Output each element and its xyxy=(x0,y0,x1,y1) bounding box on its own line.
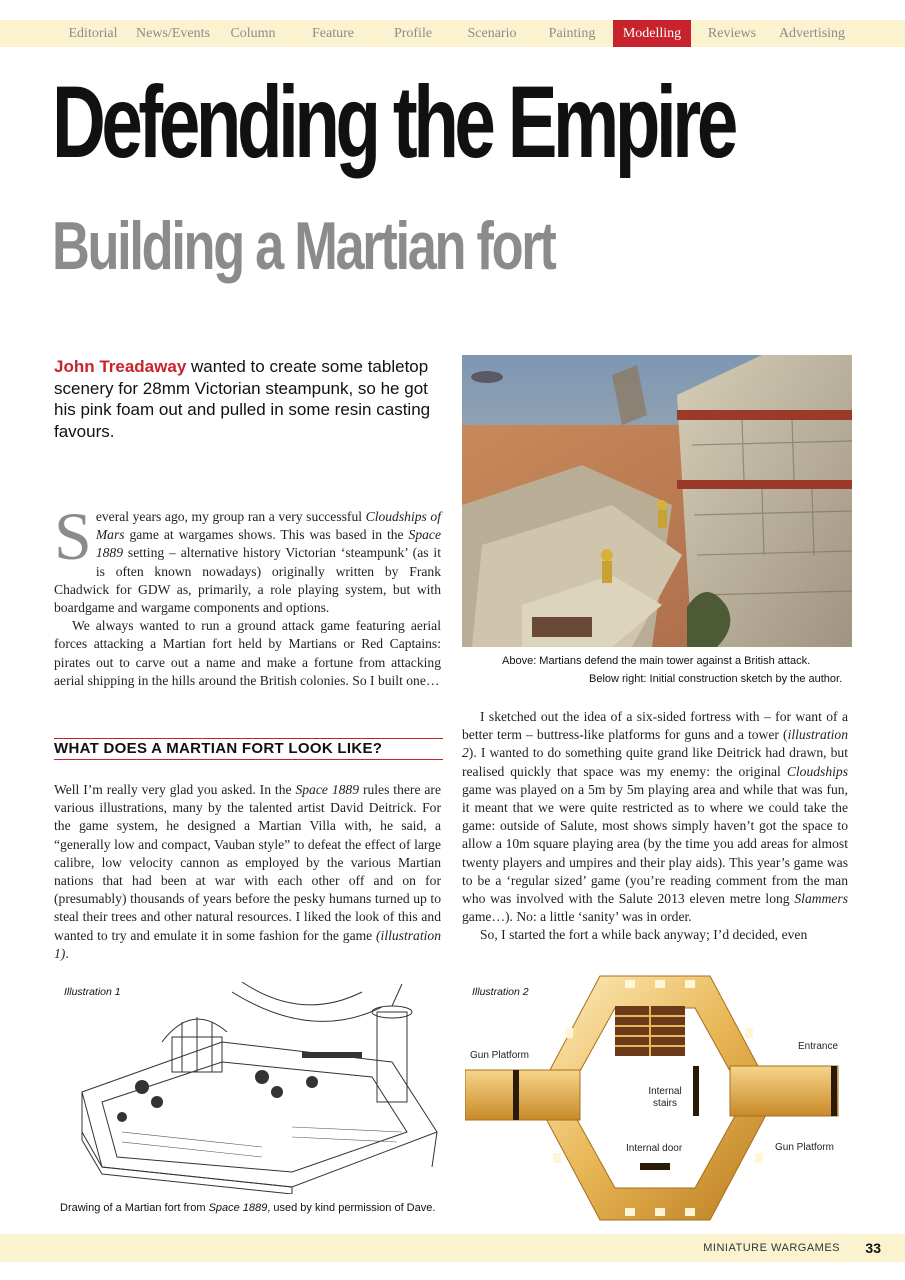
text-run: game at wargames shows. This was based in the xyxy=(124,527,409,543)
text-run: rules there are various illustrations, many by the talented artist David Deitrick. For the game system, he designed a Martian Villa with, he said, a “generally low and compact, Vauban style” to defeat the effect of large calibre, low velocity cannon as employed by the various Martian nations that had been at war with each other off and on for (presumably) thousands of years before the pesky humans turned up to steal their trees and other natural resources. I liked the look of this and wanted to try and emulate it in some fashion for the game xyxy=(54,782,441,943)
drop-cap: S xyxy=(54,498,92,574)
text-run: game…). No: a little ‘sanity’ was in order. xyxy=(462,909,692,925)
paragraph-4 xyxy=(462,708,848,926)
plan-label-gun-platform-left: Gun Platform xyxy=(470,1050,529,1061)
paragraph-2: We always wanted to run a ground attack game featuring aerial forces attacking a Martian fort held by Martians or Red Captains: pirates out to carve out a name and make a fortune from attacking aerial shipping in the hills around the British colonies. So I built one… xyxy=(54,618,441,688)
fort-photo-image xyxy=(462,355,852,647)
plan-label-internal-door: Internal door xyxy=(626,1143,683,1154)
text-run-italic: (illustration 1) xyxy=(54,927,441,961)
text-run: , used by kind permission of Dave. xyxy=(267,1202,436,1214)
illustration-1-label: Illustration 1 xyxy=(64,986,121,998)
paragraph-1 xyxy=(54,498,441,617)
illustration-1-caption xyxy=(60,1202,435,1214)
text-run-italic: Space 1889 xyxy=(95,527,441,561)
page-footer xyxy=(0,1234,905,1262)
plan-label-entrance: Entrance xyxy=(798,1041,839,1052)
illustration-1-sketch xyxy=(62,982,442,1194)
intro-author: John Treadaway xyxy=(54,357,187,376)
text-run-italic: Space 1889 xyxy=(295,782,360,797)
text-run-italic: Slammers xyxy=(794,891,848,907)
nav-item-feature[interactable]: Feature xyxy=(312,26,354,41)
illustration-2-plan xyxy=(465,968,855,1228)
nav-item-painting[interactable]: Painting xyxy=(548,26,596,41)
intro-text: wanted to create some tabletop scenery for 28mm Victorian steampunk, so he got his pink foam out and pulled in some resin casting favours. xyxy=(54,357,431,441)
plan-label-internal-stairs: Internal stairs xyxy=(648,1086,682,1109)
nav-item-profile[interactable]: Profile xyxy=(393,26,433,41)
text-run: Drawing of a Martian fort from xyxy=(60,1202,209,1214)
text-run-italic: illustration 2 xyxy=(462,727,848,761)
fort-photo xyxy=(462,355,852,647)
text-run: ). I wanted to do something quite grand like Deitrick had drawn, but realised quickly that space was my enemy: the original xyxy=(462,745,848,779)
illustration-2-label: Illustration 2 xyxy=(472,986,529,998)
nav-item-scenario[interactable]: Scenario xyxy=(467,26,517,41)
nav-item-news-events[interactable]: News/Events xyxy=(136,26,210,41)
text-run-italic: Space 1889 xyxy=(208,1202,268,1214)
nav-item-modelling[interactable]: Modelling xyxy=(613,20,691,47)
text-run: I sketched out the idea of a six-sided fortress with – for want of a better term – buttress-like platforms for guns and a tower ( xyxy=(462,709,848,743)
photo-caption-below: Below right: Initial construction sketch by the author. xyxy=(589,673,843,685)
intro-standfirst xyxy=(54,356,449,442)
martian-fort-drawing xyxy=(62,982,442,1194)
section-nav xyxy=(0,20,905,47)
text-run-italic: Cloudships of Mars xyxy=(95,509,441,543)
body-column-left-bottom xyxy=(54,781,441,963)
page-title: Defending the Empire xyxy=(52,65,734,179)
photo-caption-above: Above: Martians defend the main tower against a British attack. xyxy=(502,655,811,667)
paragraph-3 xyxy=(54,781,441,963)
text-run: setting – alternative history Victorian ‘steampunk’ (as it is often known nowadays) originally written by Frank Chadwick for GDW as, primarily, a role playing system, but with boardgame and wargame components and options. xyxy=(54,545,441,616)
page-subtitle: Building a Martian fort xyxy=(52,208,555,284)
paragraph-5: So, I started the fort a while back anyway; I’d decided, even xyxy=(480,927,808,943)
page-number: 33 xyxy=(865,1240,881,1256)
nav-item-column[interactable]: Column xyxy=(230,26,276,41)
text-run: . xyxy=(65,945,69,961)
text-run: game was played on a 5m by 5m playing area and while that was fun, it meant that we were quite restricted as to where we could take the game: outside of Salute, most shows simply haven’t got the space to allow a 10m square playing area (by the time you add areas for almost twenty players and umpires and their play aids). This year’s game was to be a ‘regular sized’ game (you’re reading comment from the man who was involved with the Salute 2013 eleven metre long xyxy=(462,781,848,907)
plan-label-gun-platform-right: Gun Platform xyxy=(775,1142,834,1153)
nav-item-editorial[interactable]: Editorial xyxy=(68,26,118,41)
body-column-right xyxy=(462,708,848,945)
text-run-italic: Cloudships xyxy=(786,763,848,779)
nav-item-advertising[interactable]: Advertising xyxy=(778,26,846,41)
section-heading: WHAT DOES A MARTIAN FORT LOOK LIKE? xyxy=(54,738,443,760)
text-run: Well I’m really very glad you asked. In the xyxy=(54,782,296,797)
footer-magazine-name: MINIATURE WARGAMES xyxy=(703,1242,840,1254)
text-run: everal years ago, my group ran a very successful xyxy=(95,509,366,524)
body-column-left-top xyxy=(54,498,441,690)
nav-item-reviews[interactable]: Reviews xyxy=(707,26,757,41)
